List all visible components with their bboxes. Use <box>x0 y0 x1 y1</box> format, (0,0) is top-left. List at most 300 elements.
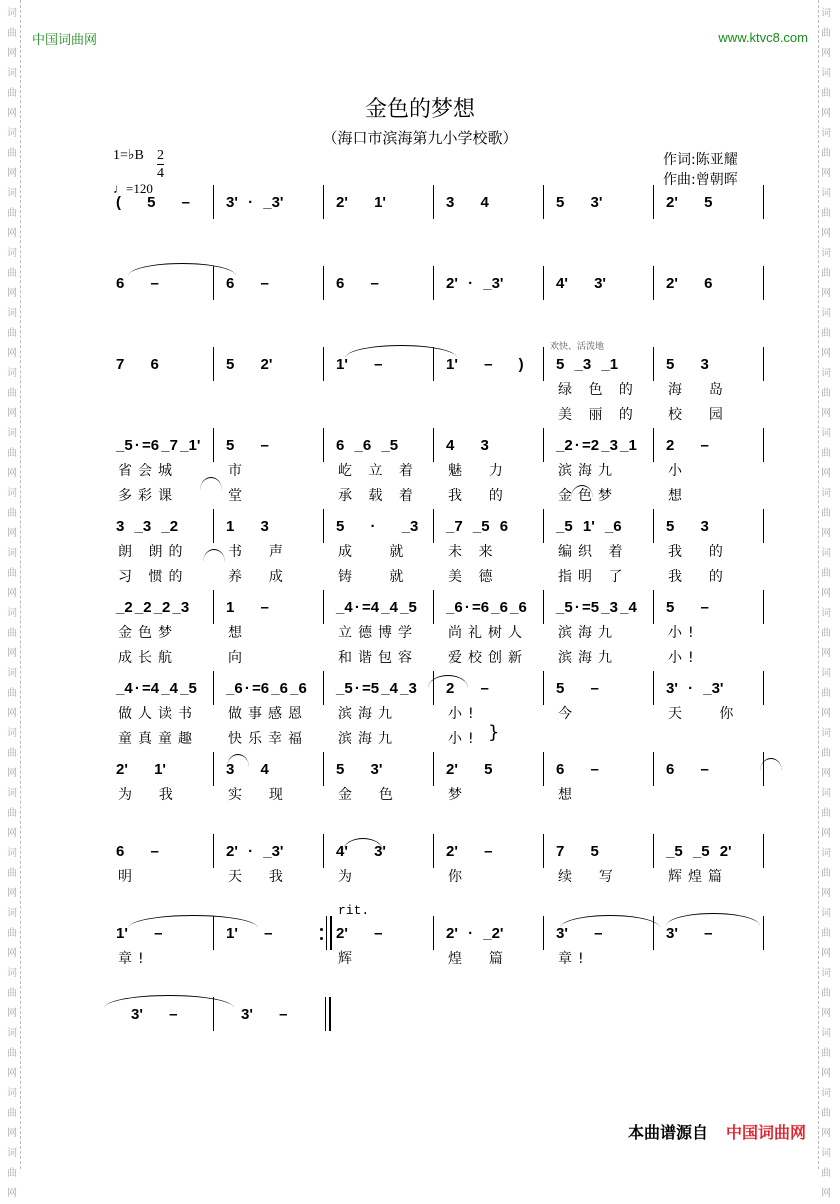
barline <box>653 347 654 381</box>
barline <box>653 509 654 543</box>
measure <box>662 356 772 423</box>
watermark-char: 曲 <box>821 988 831 999</box>
barline <box>213 428 214 462</box>
watermark-char: 曲 <box>7 88 17 99</box>
key-signature <box>113 147 164 181</box>
watermark-char: 曲 <box>7 1108 17 1119</box>
watermark-char: 曲 <box>7 328 17 339</box>
slur <box>666 913 760 926</box>
barline <box>213 347 214 381</box>
measure <box>442 680 552 747</box>
watermark-char: 曲 <box>7 1168 17 1179</box>
measure-notes: 5 3' <box>556 194 603 211</box>
lyric-line-2: 指明 了 <box>558 569 629 585</box>
measure <box>662 680 772 722</box>
measure <box>112 437 222 504</box>
measure-notes: 7 5 <box>556 843 599 860</box>
barline <box>543 590 544 624</box>
watermark-char: 曲 <box>821 868 831 879</box>
measure-notes: _2 _2 _2 _3 <box>116 599 190 616</box>
expression-marking: 欢快、活泼地 <box>550 342 605 352</box>
measure-notes: _6 · =6 _6 _6 <box>446 599 527 616</box>
watermark-char: 曲 <box>7 748 17 759</box>
barline <box>323 509 324 543</box>
measure <box>442 925 552 967</box>
credits <box>663 150 738 190</box>
barline <box>433 752 434 786</box>
watermark-char: 网 <box>821 228 831 239</box>
measure-notes: _4 · =4 _4 _5 <box>116 680 197 697</box>
measure <box>222 925 332 956</box>
barline <box>763 916 764 950</box>
watermark-char: 词 <box>821 1088 831 1099</box>
watermark-char: 曲 <box>821 1108 831 1119</box>
measure <box>662 194 772 225</box>
measure <box>332 437 442 504</box>
measure <box>442 194 552 225</box>
measure-notes: 5 3' <box>336 761 383 778</box>
watermark-char: 词 <box>821 8 831 19</box>
watermark-char: 网 <box>821 1068 831 1079</box>
watermark-char: 网 <box>821 1128 831 1139</box>
watermark-char: 网 <box>821 408 831 419</box>
measure-notes: 3 4 <box>446 194 489 211</box>
barline <box>543 916 544 950</box>
barline <box>543 266 544 300</box>
song-subtitle: （海口市滨海第九小学校歌） <box>322 129 518 147</box>
lyric-line-2: 滨海九 <box>558 650 618 666</box>
barline <box>213 752 214 786</box>
lyric-line-1: 省会城 <box>118 463 178 479</box>
watermark-char: 词 <box>821 848 831 859</box>
watermark-char: 词 <box>7 428 17 439</box>
watermark-char: 网 <box>821 48 831 59</box>
time-top: 2 <box>157 148 164 163</box>
barline <box>325 997 326 1031</box>
watermark-char: 网 <box>821 1008 831 1019</box>
measure-notes: 3' · _3' <box>666 680 724 697</box>
watermark-char: 词 <box>7 248 17 259</box>
measure <box>442 843 552 885</box>
lyric-line-2: 养 成 <box>228 569 289 585</box>
measure <box>552 194 662 225</box>
watermark-char: 曲 <box>821 328 831 339</box>
watermark-char: 曲 <box>821 1048 831 1059</box>
lyric-line-1: 明 <box>118 869 138 885</box>
watermark-char: 词 <box>821 248 831 259</box>
measure <box>332 680 442 747</box>
lyric-line-1: 辉 <box>338 951 358 967</box>
measure-notes: 2' 5 <box>666 194 713 211</box>
barline <box>213 834 214 868</box>
measure <box>442 761 552 803</box>
watermark-char: 词 <box>7 1028 17 1039</box>
slur <box>200 477 222 490</box>
barline <box>323 347 324 381</box>
watermark-char: 词 <box>7 668 17 679</box>
lyric-line-2: 想 <box>668 488 688 504</box>
measure-notes: 6 – <box>116 843 159 860</box>
measure <box>552 437 662 504</box>
lyric-line-2: 多彩课 <box>118 488 178 504</box>
watermark-char: 词 <box>821 1028 831 1039</box>
barline <box>323 752 324 786</box>
measure-notes: 2 – <box>446 680 489 697</box>
measure-notes: 2' 5 <box>446 761 493 778</box>
lyric-line-1: 你 <box>448 869 468 885</box>
measure-notes: _5 · =6 _7 _1' <box>116 437 201 454</box>
watermark-char: 网 <box>821 708 831 719</box>
lyric-line-1: 尚礼树人 <box>448 625 528 641</box>
slur <box>227 754 249 767</box>
watermark-char: 曲 <box>7 508 17 519</box>
measure <box>127 1006 213 1037</box>
watermark-char: 词 <box>7 68 17 79</box>
measure <box>222 194 332 225</box>
watermark-char: 网 <box>821 108 831 119</box>
measure <box>332 843 442 885</box>
watermark-char: 词 <box>821 908 831 919</box>
barline <box>433 916 434 950</box>
watermark-char: 词 <box>821 68 831 79</box>
measure <box>332 518 442 585</box>
lyric-line-2: 美 德 <box>448 569 499 585</box>
lyric-line-2: 和谐包容 <box>338 650 418 666</box>
measure-notes: 1' – <box>336 356 383 373</box>
lyric-line-2: 金色梦 <box>558 488 618 504</box>
measure <box>332 925 442 967</box>
measure-notes: 6 – <box>336 275 379 292</box>
measure <box>112 275 222 306</box>
lyric-line-1: 编织 着 <box>558 544 629 560</box>
measure <box>662 437 772 504</box>
slur <box>128 263 236 276</box>
measure-notes: 2 – <box>666 437 709 454</box>
watermark-char: 词 <box>7 788 17 799</box>
watermark-char: 词 <box>821 128 831 139</box>
lyric-line-1: 小! <box>668 625 700 641</box>
barline <box>323 671 324 705</box>
watermark-char: 曲 <box>7 988 17 999</box>
lyric-line-2: 成长航 <box>118 650 178 666</box>
brace: } <box>488 722 500 743</box>
watermark-char: 网 <box>7 1188 17 1199</box>
measure <box>222 761 332 803</box>
watermark-char: 网 <box>7 528 17 539</box>
measure-notes: 6 – <box>556 761 599 778</box>
measure-notes: 2' · _3' <box>226 843 284 860</box>
measure-notes: 5 3 <box>666 356 709 373</box>
lyric-line-1: 辉煌篇 <box>668 869 728 885</box>
barline <box>653 590 654 624</box>
watermark-char: 词 <box>7 308 17 319</box>
measure-notes: 5 – <box>226 437 269 454</box>
watermark-char: 曲 <box>7 628 17 639</box>
lyric-line-1: 市 <box>228 463 248 479</box>
watermark-char: 网 <box>7 948 17 959</box>
watermark-char: 网 <box>7 828 17 839</box>
watermark-char: 词 <box>821 548 831 559</box>
measure-notes: _7 _5 6 <box>446 518 509 535</box>
watermark-char: 曲 <box>821 448 831 459</box>
measure <box>332 194 442 225</box>
watermark-char: 网 <box>7 1068 17 1079</box>
watermark-char: 网 <box>821 768 831 779</box>
footer-source <box>628 1120 806 1143</box>
measure <box>662 599 772 666</box>
watermark-char: 词 <box>821 608 831 619</box>
watermark-char: 曲 <box>821 208 831 219</box>
measure-notes: 1' – <box>116 925 163 942</box>
measure <box>662 925 772 956</box>
measure-notes: 2' – <box>446 843 493 860</box>
watermark-char: 网 <box>7 228 17 239</box>
time-signature <box>157 147 164 182</box>
measure <box>662 761 772 792</box>
watermark-char: 曲 <box>7 928 17 939</box>
site-name[interactable]: 中国词曲网 <box>32 33 98 48</box>
lyric-line-1: 想 <box>228 625 248 641</box>
barline <box>763 428 764 462</box>
lyric-line-1: 金色梦 <box>118 625 178 641</box>
lyric-line-1: 朗 朗的 <box>118 544 189 560</box>
lyric-line-1: 章! <box>558 951 590 967</box>
watermark-char: 曲 <box>7 1048 17 1059</box>
watermark-char: 词 <box>7 1088 17 1099</box>
measure <box>662 518 772 585</box>
watermark-char: 网 <box>7 408 17 419</box>
measure <box>112 194 222 225</box>
watermark-char: 网 <box>821 348 831 359</box>
barline <box>763 266 764 300</box>
measure-notes: 3' – <box>131 1006 178 1023</box>
lyric-line-2: 我 的 <box>668 569 729 585</box>
barline <box>763 509 764 543</box>
barline <box>323 185 324 219</box>
lyric-line-2: 快乐幸福 <box>228 731 308 747</box>
measure-notes: 1 3 <box>226 518 269 535</box>
watermark-char: 网 <box>7 108 17 119</box>
watermark-char: 网 <box>7 348 17 359</box>
lyric-line-2: 习 惯的 <box>118 569 189 585</box>
watermark-char: 词 <box>821 488 831 499</box>
lyric-line-1: 滨海九 <box>558 625 618 641</box>
lyric-line-1: 立德博学 <box>338 625 418 641</box>
watermark-char: 词 <box>7 548 17 559</box>
measure <box>332 761 442 803</box>
measure-notes: _5 · =5 _3 _4 <box>556 599 637 616</box>
lyric-line-2: 校 园 <box>668 407 729 423</box>
barline <box>543 185 544 219</box>
watermark-char: 词 <box>821 428 831 439</box>
measure <box>332 356 442 387</box>
lyric-line-1: 为 <box>338 869 358 885</box>
barline <box>653 834 654 868</box>
barline <box>213 590 214 624</box>
slur <box>428 675 468 688</box>
watermark-char: 词 <box>7 1148 17 1159</box>
lyric-line-1: 续 写 <box>558 869 619 885</box>
measure <box>552 599 662 666</box>
measure-notes: 6 _6 _5 <box>336 437 399 454</box>
measure-notes: 6 – <box>226 275 269 292</box>
measure-notes: 4' 3' <box>556 275 606 292</box>
lyric-line-2: 向 <box>228 650 248 666</box>
measure <box>222 356 332 387</box>
watermark-char: 词 <box>7 968 17 979</box>
measure-notes: 2' 1' <box>116 761 166 778</box>
measure <box>222 518 332 585</box>
barline <box>763 834 764 868</box>
measure <box>552 680 662 722</box>
watermark-char: 网 <box>821 828 831 839</box>
watermark-char: 网 <box>821 1188 831 1199</box>
watermark-char: 网 <box>821 288 831 299</box>
measure-notes: 2' · _3' <box>446 275 504 292</box>
measure <box>112 925 222 967</box>
barline <box>433 671 434 705</box>
measure-notes: ( 5 – <box>116 194 191 211</box>
measure-notes: 3' – <box>556 925 603 942</box>
measure <box>442 275 552 306</box>
measure <box>222 843 332 885</box>
watermark-char: 曲 <box>7 208 17 219</box>
measure-notes: 4 3 <box>446 437 489 454</box>
measure-notes: 5 _3 _1 <box>556 356 619 373</box>
watermark-char: 曲 <box>821 628 831 639</box>
watermark-char: 曲 <box>821 1168 831 1179</box>
measure <box>442 356 552 387</box>
measure-notes: 5 · _3 <box>336 518 419 535</box>
lyric-line-2: 铸 就 <box>338 569 410 585</box>
barline <box>323 428 324 462</box>
barline <box>323 834 324 868</box>
barline <box>543 834 544 868</box>
measure-notes: 3 4 <box>226 761 269 778</box>
watermark-char: 曲 <box>7 688 17 699</box>
barline <box>433 590 434 624</box>
lyric-line-1: 屹 立 着 <box>338 463 419 479</box>
measure-notes: 5 – <box>556 680 599 697</box>
barline <box>326 916 327 950</box>
measure <box>552 356 662 423</box>
barline <box>763 590 764 624</box>
watermark-char: 曲 <box>821 808 831 819</box>
watermark-char: 词 <box>7 368 17 379</box>
lyric-line-1: 实 现 <box>228 787 289 803</box>
watermark-char: 网 <box>821 528 831 539</box>
watermark-char: 词 <box>821 1148 831 1159</box>
measure-notes: 2' – <box>336 925 383 942</box>
lyric-line-1: 成 就 <box>338 544 410 560</box>
repeat-dots <box>320 928 323 942</box>
measure-notes: 3' – <box>241 1006 288 1023</box>
tempo-marking: ♩=120 <box>113 181 153 196</box>
watermark-char: 网 <box>7 288 17 299</box>
source-site[interactable]: 中国词曲网 <box>725 1123 806 1142</box>
lyric-line-1: 书 声 <box>228 544 289 560</box>
lyric-line-1: 章! <box>118 951 150 967</box>
barline <box>543 671 544 705</box>
lyric-line-1: 今 <box>558 706 578 722</box>
source-label: 本曲谱源自 <box>627 1123 708 1142</box>
measure <box>222 680 332 747</box>
lyric-line-2: 童真童趣 <box>118 731 198 747</box>
watermark-char: 网 <box>821 948 831 959</box>
watermark-char: 曲 <box>7 808 17 819</box>
measure <box>112 356 222 387</box>
watermark-char: 曲 <box>821 388 831 399</box>
barline <box>433 834 434 868</box>
measure-notes: 5 – <box>666 599 709 616</box>
site-url[interactable]: www.ktvc8.com <box>718 30 808 45</box>
watermark-char: 词 <box>7 608 17 619</box>
lyric-line-1: 天 我 <box>228 869 289 885</box>
barline <box>433 185 434 219</box>
barline <box>433 428 434 462</box>
watermark-char: 词 <box>7 848 17 859</box>
watermark-char: 曲 <box>821 748 831 759</box>
watermark-char: 曲 <box>821 148 831 159</box>
measure <box>112 518 222 585</box>
watermark-char: 网 <box>7 168 17 179</box>
watermark-char: 网 <box>821 648 831 659</box>
watermark-char: 曲 <box>821 268 831 279</box>
lyric-line-1: 想 <box>558 787 578 803</box>
measure-notes: 2' · _2' <box>446 925 504 942</box>
measure-notes: _6 · =6 _6 _6 <box>226 680 307 697</box>
lyric-line-1: 小! <box>448 706 480 722</box>
watermark-char: 词 <box>7 488 17 499</box>
measure <box>552 925 662 967</box>
time-bottom: 4 <box>157 166 164 181</box>
barline <box>213 509 214 543</box>
slur <box>560 915 660 928</box>
watermark-char: 曲 <box>7 28 17 39</box>
lyric-line-1: 煌 篇 <box>448 951 509 967</box>
watermark-char: 曲 <box>821 928 831 939</box>
barline <box>763 347 764 381</box>
measure <box>222 437 332 504</box>
lyric-line-1: 绿 色 的 <box>558 382 639 398</box>
lyric-line-1: 海 岛 <box>668 382 729 398</box>
barline <box>323 590 324 624</box>
barline <box>543 428 544 462</box>
watermark-char: 词 <box>821 308 831 319</box>
barline <box>763 185 764 219</box>
barline <box>543 752 544 786</box>
measure-notes: 3 _3 _2 <box>116 518 179 535</box>
measure-notes: 3' · _3' <box>226 194 284 211</box>
lyric-line-1: 滨海九 <box>558 463 618 479</box>
watermark-char: 网 <box>7 708 17 719</box>
slur <box>343 838 383 851</box>
barline <box>653 752 654 786</box>
watermark-char: 曲 <box>7 448 17 459</box>
song-title: 金色的梦想 <box>364 97 475 122</box>
measure-notes: _4 · =4 _4 _5 <box>336 599 417 616</box>
watermark-char: 曲 <box>821 688 831 699</box>
measure <box>112 599 222 666</box>
lyric-line-2: 承 载 着 <box>338 488 419 504</box>
key-label: 1=♭B <box>113 148 144 163</box>
watermark-char: 词 <box>7 128 17 139</box>
measure-notes: 2' 6 <box>666 275 713 292</box>
lyric-line-1: 滨海九 <box>338 706 398 722</box>
lyric-line-1: 我 的 <box>668 544 729 560</box>
lyricist: 作词:陈亚耀 <box>663 152 738 168</box>
lyric-line-2: 小! <box>668 650 700 666</box>
